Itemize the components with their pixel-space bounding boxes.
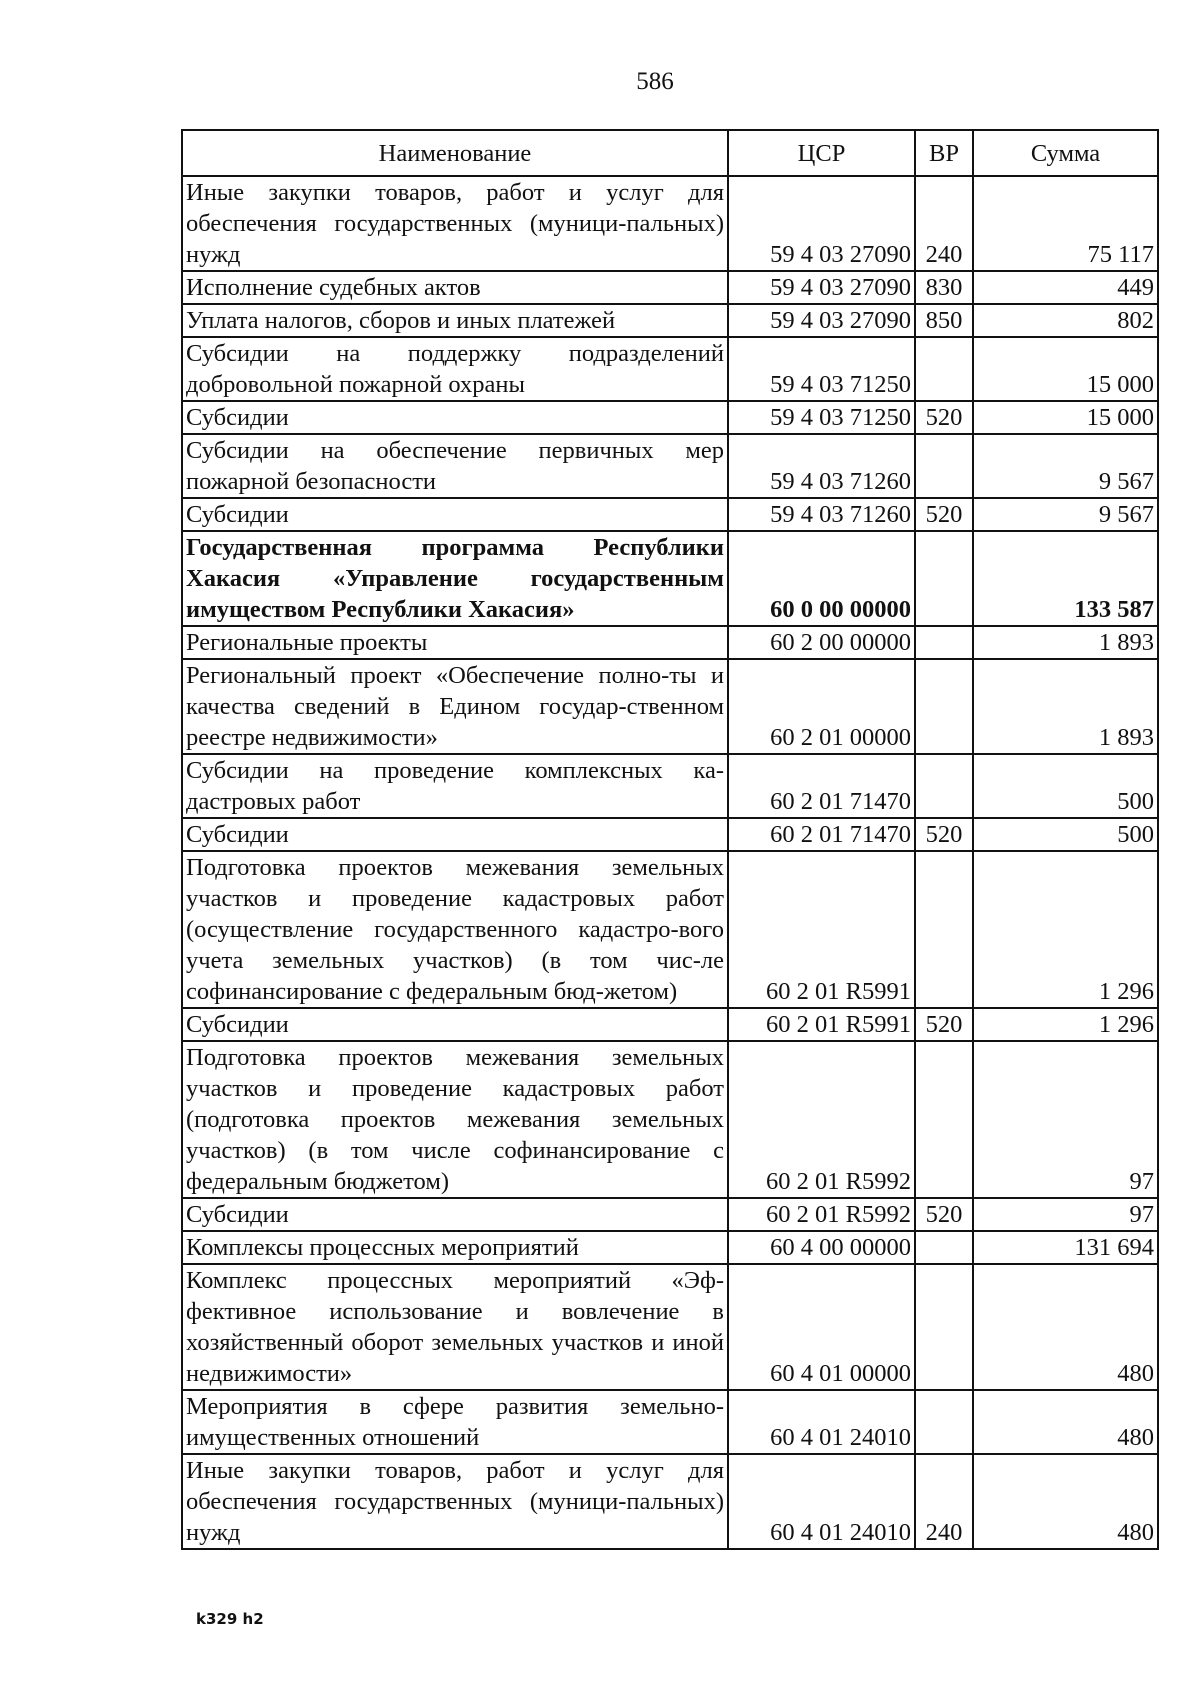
row-sum-cell: 802 [973, 304, 1158, 337]
row-sum-cell: 1 296 [973, 851, 1158, 1008]
page-number: 586 [636, 68, 674, 95]
row-name-cell: Подготовка проектов межевания земельных участков и проведение кадастровых работ (подготовка проектов межевания земельных участков) (в том числе софинансирование с федеральным бюджетом) [182, 1041, 728, 1198]
row-sum-cell: 9 567 [973, 434, 1158, 498]
table-row [182, 304, 1158, 337]
row-name-cell: Региональный проект «Обеспечение полно-ты и качества сведений в Едином государ-ственном реестре недвижимости» [182, 659, 728, 754]
row-csr-cell: 60 2 01 71470 [728, 754, 915, 818]
row-csr-cell: 60 4 00 00000 [728, 1231, 915, 1264]
row-csr-cell: 60 2 01 00000 [728, 659, 915, 754]
header-sum: Сумма [973, 130, 1158, 176]
table-row [182, 626, 1158, 659]
row-name-cell: Мероприятия в сфере развития земельно-имущественных отношений [182, 1390, 728, 1454]
table-row [182, 337, 1158, 401]
table-row [182, 401, 1158, 434]
row-name-cell: Иные закупки товаров, работ и услуг для обеспечения государственных (муници-пальных) нужд [182, 176, 728, 271]
table-row [182, 851, 1158, 1008]
row-vr-cell [915, 754, 973, 818]
row-sum-cell: 133 587 [973, 531, 1158, 626]
row-name-cell: Иные закупки товаров, работ и услуг для обеспечения государственных (муници-пальных) нужд [182, 1454, 728, 1549]
row-name-cell: Подготовка проектов межевания земельных участков и проведение кадастровых работ (осуществление государственного кадастро-вого учета земельных участков) (в том чис-ле софинансирование с федеральным бюд-жетом) [182, 851, 728, 1008]
row-name-cell: Субсидии [182, 401, 728, 434]
row-name-cell: Исполнение судебных актов [182, 271, 728, 304]
table-row [182, 1008, 1158, 1041]
row-sum-cell: 480 [973, 1390, 1158, 1454]
row-csr-cell: 60 2 01 R5992 [728, 1198, 915, 1231]
table-row [182, 1231, 1158, 1264]
row-vr-cell [915, 531, 973, 626]
table-row [182, 659, 1158, 754]
row-csr-cell: 60 2 01 R5991 [728, 851, 915, 1008]
row-name-cell: Субсидии на обеспечение первичных мер пожарной безопасности [182, 434, 728, 498]
row-sum-cell: 1 296 [973, 1008, 1158, 1041]
row-vr-cell [915, 1264, 973, 1390]
row-csr-cell: 60 4 01 24010 [728, 1390, 915, 1454]
row-csr-cell: 59 4 03 27090 [728, 176, 915, 271]
table-row [182, 1041, 1158, 1198]
row-csr-cell: 60 2 00 00000 [728, 626, 915, 659]
row-vr-cell [915, 659, 973, 754]
row-csr-cell: 59 4 03 71260 [728, 498, 915, 531]
header-vr: ВР [915, 130, 973, 176]
row-vr-cell: 520 [915, 1008, 973, 1041]
row-vr-cell [915, 1231, 973, 1264]
header-name: Наименование [182, 130, 728, 176]
row-vr-cell: 520 [915, 1198, 973, 1231]
header-csr: ЦСР [728, 130, 915, 176]
row-csr-cell: 59 4 03 27090 [728, 304, 915, 337]
row-name-cell: Субсидии [182, 498, 728, 531]
row-vr-cell [915, 1390, 973, 1454]
table-row [182, 176, 1158, 271]
row-sum-cell: 97 [973, 1041, 1158, 1198]
table-row [182, 498, 1158, 531]
row-sum-cell: 9 567 [973, 498, 1158, 531]
row-vr-cell: 520 [915, 498, 973, 531]
row-name-cell: Субсидии [182, 1198, 728, 1231]
row-sum-cell: 131 694 [973, 1231, 1158, 1264]
row-vr-cell: 830 [915, 271, 973, 304]
table-row [182, 754, 1158, 818]
row-vr-cell: 240 [915, 1454, 973, 1549]
row-csr-cell: 60 0 00 00000 [728, 531, 915, 626]
row-sum-cell: 500 [973, 754, 1158, 818]
row-vr-cell: 520 [915, 818, 973, 851]
row-sum-cell: 15 000 [973, 401, 1158, 434]
footer-code: k329 h2 [196, 1610, 264, 1628]
table-row [182, 818, 1158, 851]
row-sum-cell: 480 [973, 1454, 1158, 1549]
row-name-cell: Субсидии [182, 1008, 728, 1041]
row-vr-cell [915, 337, 973, 401]
row-csr-cell: 59 4 03 27090 [728, 271, 915, 304]
row-sum-cell: 1 893 [973, 659, 1158, 754]
row-csr-cell: 60 2 01 R5992 [728, 1041, 915, 1198]
row-name-cell: Субсидии [182, 818, 728, 851]
row-csr-cell: 59 4 03 71260 [728, 434, 915, 498]
row-name-cell: Субсидии на поддержку подразделений добровольной пожарной охраны [182, 337, 728, 401]
table-row [182, 1390, 1158, 1454]
row-vr-cell: 240 [915, 176, 973, 271]
row-csr-cell: 60 4 01 00000 [728, 1264, 915, 1390]
table-row [182, 531, 1158, 626]
row-csr-cell: 59 4 03 71250 [728, 337, 915, 401]
row-name-cell: Региональные проекты [182, 626, 728, 659]
row-sum-cell: 15 000 [973, 337, 1158, 401]
table-row [182, 1198, 1158, 1231]
row-csr-cell: 60 2 01 71470 [728, 818, 915, 851]
row-vr-cell: 850 [915, 304, 973, 337]
row-sum-cell: 75 117 [973, 176, 1158, 271]
table-body [182, 176, 1158, 1549]
table-row [182, 434, 1158, 498]
row-vr-cell [915, 1041, 973, 1198]
row-name-cell: Государственная программа Республики Хакасия «Управление государственным имуществом Республики Хакасия» [182, 531, 728, 626]
row-csr-cell: 59 4 03 71250 [728, 401, 915, 434]
row-name-cell: Уплата налогов, сборов и иных платежей [182, 304, 728, 337]
table-row [182, 1264, 1158, 1390]
row-name-cell: Комплекс процессных мероприятий «Эф-фективное использование и вовлечение в хозяйственный оборот земельных участков и иной недвижимости» [182, 1264, 728, 1390]
row-vr-cell [915, 434, 973, 498]
row-sum-cell: 480 [973, 1264, 1158, 1390]
row-vr-cell [915, 626, 973, 659]
row-sum-cell: 449 [973, 271, 1158, 304]
table-row [182, 271, 1158, 304]
row-name-cell: Субсидии на проведение комплексных ка-дастровых работ [182, 754, 728, 818]
row-sum-cell: 97 [973, 1198, 1158, 1231]
row-csr-cell: 60 2 01 R5991 [728, 1008, 915, 1041]
row-csr-cell: 60 4 01 24010 [728, 1454, 915, 1549]
row-sum-cell: 1 893 [973, 626, 1158, 659]
row-vr-cell: 520 [915, 401, 973, 434]
row-vr-cell [915, 851, 973, 1008]
row-sum-cell: 500 [973, 818, 1158, 851]
table-row [182, 1454, 1158, 1549]
table-header-row [182, 130, 1158, 176]
row-name-cell: Комплексы процессных мероприятий [182, 1231, 728, 1264]
budget-table [181, 129, 1159, 1550]
